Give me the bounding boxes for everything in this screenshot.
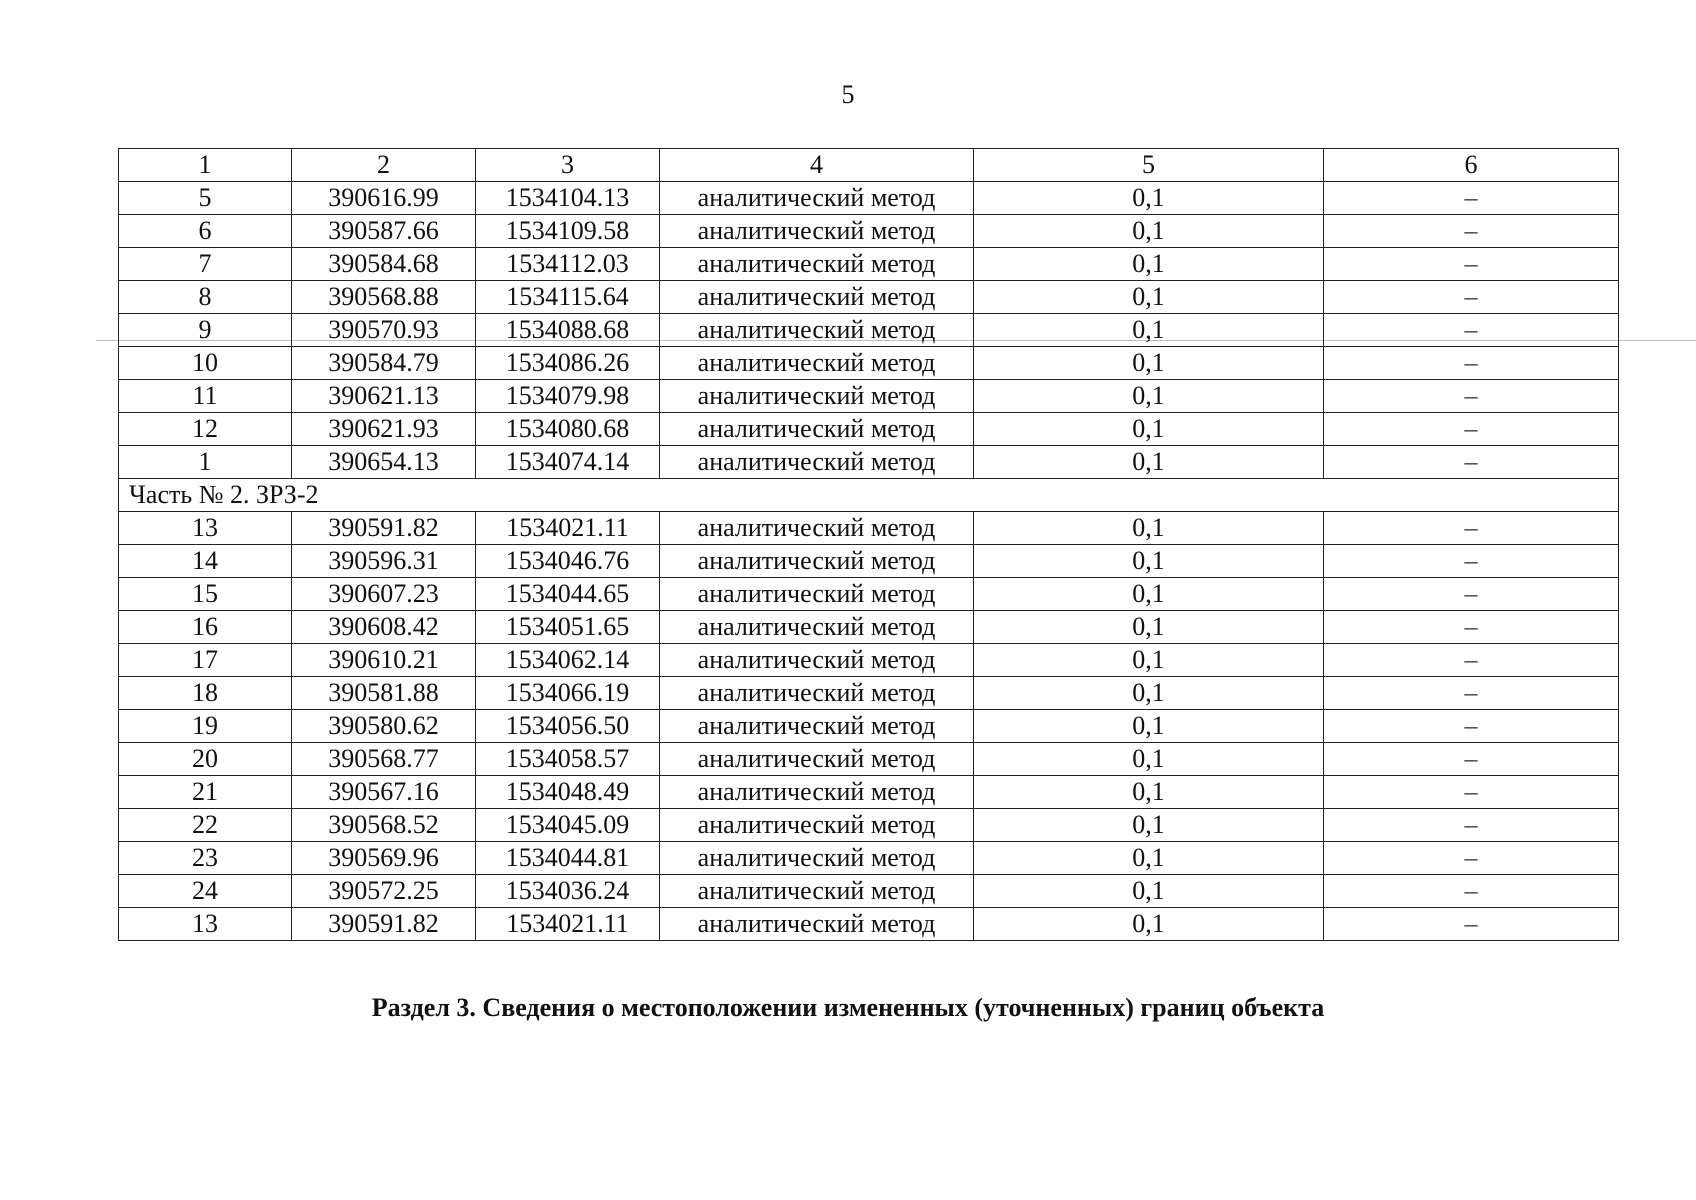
y-coordinate-cell: 1534104.13 xyxy=(476,182,660,215)
method-cell: аналитический метод xyxy=(660,215,974,248)
table-row xyxy=(119,215,1619,248)
coordinates-table xyxy=(118,148,1619,941)
note-cell: – xyxy=(1324,446,1619,479)
table-row xyxy=(119,380,1619,413)
point-number-cell: 19 xyxy=(119,710,292,743)
y-coordinate-cell: 1534036.24 xyxy=(476,875,660,908)
accuracy-cell: 0,1 xyxy=(974,314,1324,347)
y-coordinate-cell: 1534044.65 xyxy=(476,578,660,611)
x-coordinate-cell: 390587.66 xyxy=(292,215,476,248)
x-coordinate-cell: 390568.77 xyxy=(292,743,476,776)
y-coordinate-cell: 1534021.11 xyxy=(476,512,660,545)
method-cell: аналитический метод xyxy=(660,875,974,908)
point-number-cell: 16 xyxy=(119,611,292,644)
x-coordinate-cell: 390608.42 xyxy=(292,611,476,644)
table-header-row xyxy=(119,149,1619,182)
note-cell: – xyxy=(1324,347,1619,380)
note-cell: – xyxy=(1324,677,1619,710)
point-number-cell: 18 xyxy=(119,677,292,710)
point-number-cell: 10 xyxy=(119,347,292,380)
table-row xyxy=(119,611,1619,644)
table-row xyxy=(119,875,1619,908)
table-row xyxy=(119,347,1619,380)
table-row xyxy=(119,248,1619,281)
accuracy-cell: 0,1 xyxy=(974,908,1324,941)
method-cell: аналитический метод xyxy=(660,347,974,380)
table-row xyxy=(119,545,1619,578)
y-coordinate-cell: 1534074.14 xyxy=(476,446,660,479)
x-coordinate-cell: 390654.13 xyxy=(292,446,476,479)
x-coordinate-cell: 390584.79 xyxy=(292,347,476,380)
method-cell: аналитический метод xyxy=(660,644,974,677)
y-coordinate-cell: 1534051.65 xyxy=(476,611,660,644)
y-coordinate-cell: 1534088.68 xyxy=(476,314,660,347)
note-cell: – xyxy=(1324,314,1619,347)
note-cell: – xyxy=(1324,611,1619,644)
method-cell: аналитический метод xyxy=(660,578,974,611)
table-row xyxy=(119,413,1619,446)
table-row xyxy=(119,578,1619,611)
note-cell: – xyxy=(1324,875,1619,908)
method-cell: аналитический метод xyxy=(660,842,974,875)
point-number-cell: 6 xyxy=(119,215,292,248)
x-coordinate-cell: 390616.99 xyxy=(292,182,476,215)
table-row xyxy=(119,743,1619,776)
x-coordinate-cell: 390596.31 xyxy=(292,545,476,578)
x-coordinate-cell: 390584.68 xyxy=(292,248,476,281)
method-cell: аналитический метод xyxy=(660,182,974,215)
table-body xyxy=(119,149,1619,941)
x-coordinate-cell: 390621.93 xyxy=(292,413,476,446)
y-coordinate-cell: 1534046.76 xyxy=(476,545,660,578)
table-row xyxy=(119,644,1619,677)
table-row xyxy=(119,182,1619,215)
accuracy-cell: 0,1 xyxy=(974,710,1324,743)
point-number-cell: 11 xyxy=(119,380,292,413)
table-row xyxy=(119,512,1619,545)
header-cell: 1 xyxy=(119,149,292,182)
method-cell: аналитический метод xyxy=(660,281,974,314)
table-row xyxy=(119,314,1619,347)
accuracy-cell: 0,1 xyxy=(974,545,1324,578)
accuracy-cell: 0,1 xyxy=(974,842,1324,875)
method-cell: аналитический метод xyxy=(660,446,974,479)
method-cell: аналитический метод xyxy=(660,314,974,347)
point-number-cell: 9 xyxy=(119,314,292,347)
note-cell: – xyxy=(1324,908,1619,941)
y-coordinate-cell: 1534080.68 xyxy=(476,413,660,446)
x-coordinate-cell: 390591.82 xyxy=(292,908,476,941)
accuracy-cell: 0,1 xyxy=(974,743,1324,776)
y-coordinate-cell: 1534109.58 xyxy=(476,215,660,248)
method-cell: аналитический метод xyxy=(660,380,974,413)
x-coordinate-cell: 390569.96 xyxy=(292,842,476,875)
note-cell: – xyxy=(1324,545,1619,578)
accuracy-cell: 0,1 xyxy=(974,182,1324,215)
accuracy-cell: 0,1 xyxy=(974,248,1324,281)
x-coordinate-cell: 390610.21 xyxy=(292,644,476,677)
table-row xyxy=(119,710,1619,743)
method-cell: аналитический метод xyxy=(660,908,974,941)
y-coordinate-cell: 1534079.98 xyxy=(476,380,660,413)
y-coordinate-cell: 1534062.14 xyxy=(476,644,660,677)
x-coordinate-cell: 390607.23 xyxy=(292,578,476,611)
accuracy-cell: 0,1 xyxy=(974,413,1324,446)
point-number-cell: 1 xyxy=(119,446,292,479)
note-cell: – xyxy=(1324,809,1619,842)
point-number-cell: 20 xyxy=(119,743,292,776)
x-coordinate-cell: 390568.88 xyxy=(292,281,476,314)
y-coordinate-cell: 1534056.50 xyxy=(476,710,660,743)
method-cell: аналитический метод xyxy=(660,677,974,710)
y-coordinate-cell: 1534045.09 xyxy=(476,809,660,842)
method-cell: аналитический метод xyxy=(660,545,974,578)
point-number-cell: 17 xyxy=(119,644,292,677)
accuracy-cell: 0,1 xyxy=(974,512,1324,545)
note-cell: – xyxy=(1324,281,1619,314)
x-coordinate-cell: 390572.25 xyxy=(292,875,476,908)
point-number-cell: 12 xyxy=(119,413,292,446)
point-number-cell: 23 xyxy=(119,842,292,875)
note-cell: – xyxy=(1324,776,1619,809)
accuracy-cell: 0,1 xyxy=(974,875,1324,908)
y-coordinate-cell: 1534048.49 xyxy=(476,776,660,809)
accuracy-cell: 0,1 xyxy=(974,809,1324,842)
note-cell: – xyxy=(1324,413,1619,446)
method-cell: аналитический метод xyxy=(660,512,974,545)
method-cell: аналитический метод xyxy=(660,809,974,842)
table-row xyxy=(119,809,1619,842)
point-number-cell: 24 xyxy=(119,875,292,908)
point-number-cell: 15 xyxy=(119,578,292,611)
point-number-cell: 14 xyxy=(119,545,292,578)
note-cell: – xyxy=(1324,578,1619,611)
point-number-cell: 7 xyxy=(119,248,292,281)
table-row xyxy=(119,908,1619,941)
accuracy-cell: 0,1 xyxy=(974,380,1324,413)
table-row xyxy=(119,446,1619,479)
header-cell: 4 xyxy=(660,149,974,182)
note-cell: – xyxy=(1324,644,1619,677)
note-cell: – xyxy=(1324,842,1619,875)
x-coordinate-cell: 390591.82 xyxy=(292,512,476,545)
note-cell: – xyxy=(1324,512,1619,545)
accuracy-cell: 0,1 xyxy=(974,281,1324,314)
section-label: Часть № 2. ЗРЗ-2 xyxy=(119,479,1619,512)
y-coordinate-cell: 1534021.11 xyxy=(476,908,660,941)
method-cell: аналитический метод xyxy=(660,710,974,743)
note-cell: – xyxy=(1324,743,1619,776)
point-number-cell: 13 xyxy=(119,908,292,941)
x-coordinate-cell: 390567.16 xyxy=(292,776,476,809)
table-row xyxy=(119,776,1619,809)
table-row xyxy=(119,677,1619,710)
accuracy-cell: 0,1 xyxy=(974,578,1324,611)
table-row xyxy=(119,842,1619,875)
table-section-row xyxy=(119,479,1619,512)
x-coordinate-cell: 390581.88 xyxy=(292,677,476,710)
x-coordinate-cell: 390570.93 xyxy=(292,314,476,347)
section-heading: Раздел 3. Сведения о местоположении измененных (уточненных) границ объекта xyxy=(371,993,1325,1022)
method-cell: аналитический метод xyxy=(660,776,974,809)
accuracy-cell: 0,1 xyxy=(974,677,1324,710)
accuracy-cell: 0,1 xyxy=(974,776,1324,809)
y-coordinate-cell: 1534058.57 xyxy=(476,743,660,776)
page-number: 5 xyxy=(841,80,855,109)
note-cell: – xyxy=(1324,182,1619,215)
table-row xyxy=(119,281,1619,314)
coordinates-table-wrapper xyxy=(118,148,1618,941)
accuracy-cell: 0,1 xyxy=(974,446,1324,479)
header-cell: 3 xyxy=(476,149,660,182)
method-cell: аналитический метод xyxy=(660,743,974,776)
note-cell: – xyxy=(1324,248,1619,281)
method-cell: аналитический метод xyxy=(660,248,974,281)
point-number-cell: 13 xyxy=(119,512,292,545)
accuracy-cell: 0,1 xyxy=(974,215,1324,248)
note-cell: – xyxy=(1324,380,1619,413)
y-coordinate-cell: 1534086.26 xyxy=(476,347,660,380)
method-cell: аналитический метод xyxy=(660,611,974,644)
header-cell: 2 xyxy=(292,149,476,182)
header-cell: 6 xyxy=(1324,149,1619,182)
y-coordinate-cell: 1534066.19 xyxy=(476,677,660,710)
point-number-cell: 21 xyxy=(119,776,292,809)
x-coordinate-cell: 390621.13 xyxy=(292,380,476,413)
note-cell: – xyxy=(1324,215,1619,248)
point-number-cell: 22 xyxy=(119,809,292,842)
note-cell: – xyxy=(1324,710,1619,743)
accuracy-cell: 0,1 xyxy=(974,611,1324,644)
x-coordinate-cell: 390568.52 xyxy=(292,809,476,842)
y-coordinate-cell: 1534112.03 xyxy=(476,248,660,281)
y-coordinate-cell: 1534044.81 xyxy=(476,842,660,875)
accuracy-cell: 0,1 xyxy=(974,644,1324,677)
x-coordinate-cell: 390580.62 xyxy=(292,710,476,743)
point-number-cell: 5 xyxy=(119,182,292,215)
point-number-cell: 8 xyxy=(119,281,292,314)
header-cell: 5 xyxy=(974,149,1324,182)
method-cell: аналитический метод xyxy=(660,413,974,446)
y-coordinate-cell: 1534115.64 xyxy=(476,281,660,314)
accuracy-cell: 0,1 xyxy=(974,347,1324,380)
